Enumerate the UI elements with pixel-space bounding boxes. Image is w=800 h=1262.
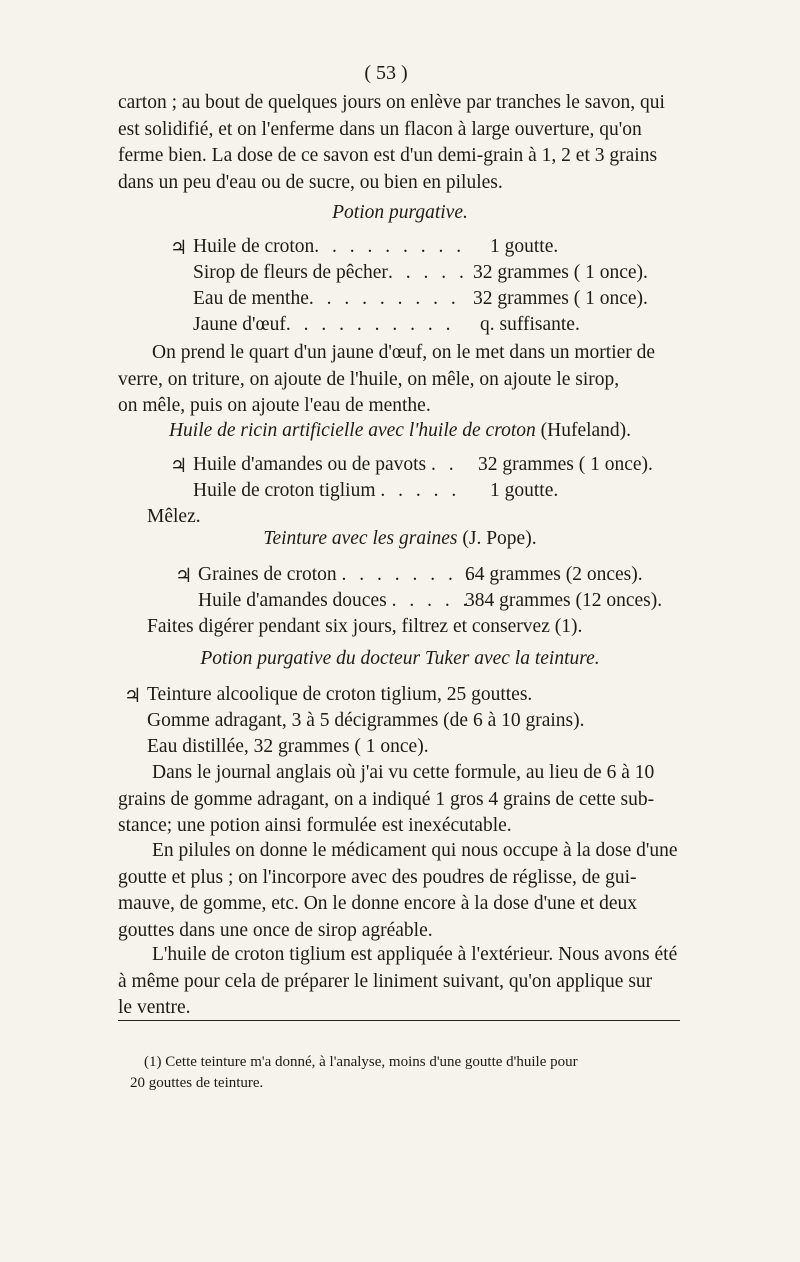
paragraph-line: grains de gomme adragant, on a indiqué 1 gros 4 grains de cette sub- xyxy=(118,788,655,810)
recipe3-author: (J. Pope). xyxy=(462,528,537,549)
paragraph-line: En pilules on donne le médicament qui nous occupe à la dose d'une xyxy=(152,840,678,861)
recipe3-row-1 xyxy=(198,564,475,586)
leader-dots: . . . . . . . . . xyxy=(314,236,466,257)
paragraph-line: mauve, de gomme, etc. On le donne encore à la dose d'une et deux xyxy=(118,893,637,914)
ingredient-quantity: 64 grammes (2 onces). xyxy=(465,564,643,585)
liniment-paragraph xyxy=(118,942,678,1022)
leader-dots: . . . . . xyxy=(387,262,468,283)
ingredient-name: Jaune d'œuf xyxy=(193,314,286,335)
note-line: on mêle, puis on ajoute l'eau de menthe. xyxy=(118,395,431,416)
ingredient-name: Huile de croton tiglium xyxy=(193,480,376,501)
footnote xyxy=(130,1052,690,1094)
recipe2-author: (Hufeland). xyxy=(540,420,632,441)
recipe2-instruction: Mêlez. xyxy=(147,506,201,527)
leader-dots: . . . . . . . . xyxy=(341,564,475,585)
intro-line: ferme bien. La dose de ce savon est d'un demi-grain à 1, 2 et 3 grains xyxy=(118,145,658,166)
leader-dots: . . . . . . . . . xyxy=(308,288,460,309)
recipe1-row-2 xyxy=(193,262,468,284)
footnote-line: 20 gouttes de teinture. xyxy=(130,1075,264,1091)
leader-dots: . . xyxy=(431,454,458,475)
ingredient-name: Huile d'amandes ou de pavots xyxy=(193,454,427,475)
recipe1-title: Potion purgative. xyxy=(332,202,468,223)
paragraph-line: stance; une potion ainsi formulée est inexécutable. xyxy=(118,815,512,836)
ingredient-quantity: 32 grammes ( 1 once). xyxy=(473,262,648,283)
recipe1-row-3 xyxy=(193,288,460,310)
ingredient-quantity: 1 goutte. xyxy=(490,480,559,501)
ingredient-quantity: 32 grammes ( 1 once). xyxy=(478,454,653,475)
leader-dots: . . . . . xyxy=(380,480,461,501)
ingredient-name: Sirop de fleurs de pêcher xyxy=(193,262,388,283)
recipe3-row-2 xyxy=(198,590,471,612)
intro-line: dans un peu d'eau ou de sucre, ou bien en pilules. xyxy=(118,171,503,193)
page-number: ( 53 ) xyxy=(364,62,408,84)
intro-line: est solidifié, et on l'enferme dans un flacon à large ouverture, qu'on xyxy=(118,118,642,140)
ingredient-name: Huile d'amandes douces xyxy=(198,590,387,611)
intro-line: carton ; au bout de quelques jours on enlève par tranches le savon, qui xyxy=(118,92,665,113)
rx-symbol-icon: ♃ xyxy=(170,238,188,259)
leader-dots: . . . . . xyxy=(391,590,472,611)
journal-paragraph xyxy=(118,760,678,840)
paragraph-line: gouttes dans une once de sirop agréable. xyxy=(118,919,433,941)
ingredient-name: Huile de croton xyxy=(193,236,315,257)
rx-symbol-icon: ♃ xyxy=(124,686,142,707)
footnote-line: (1) Cette teinture m'a donné, à l'analyse, moins d'une goutte d'huile pour xyxy=(144,1054,578,1070)
recipe2-row-1 xyxy=(193,454,458,476)
recipe3-title xyxy=(110,528,690,550)
rx-symbol-icon: ♃ xyxy=(170,456,188,477)
recipe3-instruction: Faites digérer pendant six jours, filtrez et conservez (1). xyxy=(147,616,583,637)
recipe4-line: Eau distillée, 32 grammes ( 1 once). xyxy=(147,736,429,757)
recipe1-note xyxy=(118,340,678,420)
recipe3-title-text: Teinture avec les graines xyxy=(263,528,458,549)
ingredient-quantity: 1 goutte. xyxy=(490,236,559,257)
recipe2-title xyxy=(110,420,690,442)
recipe1-row-4 xyxy=(193,314,455,336)
ingredient-name: Graines de croton xyxy=(198,564,337,585)
paragraph-line: le ventre. xyxy=(118,997,191,1018)
ingredient-name: Eau de menthe xyxy=(193,288,309,309)
paragraph-line: goutte et plus ; on l'incorpore avec des poudres de réglisse, de gui- xyxy=(118,866,637,888)
recipe1-row-1 xyxy=(193,236,465,258)
ingredient-quantity: 384 grammes (12 onces). xyxy=(465,590,663,611)
footnote-divider xyxy=(118,1020,680,1021)
pilules-paragraph xyxy=(118,838,678,944)
recipe4-title: Potion purgative du docteur Tuker avec la teinture. xyxy=(200,648,600,669)
ingredient-quantity: 32 grammes ( 1 once). xyxy=(473,288,648,309)
paragraph-line: à même pour cela de préparer le liniment suivant, qu'on applique sur xyxy=(118,970,653,992)
ingredient-quantity: q. suffisante. xyxy=(480,314,580,335)
note-line: verre, on triture, on ajoute de l'huile, on mêle, on ajoute le sirop, xyxy=(118,368,620,390)
paragraph-line: L'huile de croton tiglium est appliquée à l'extérieur. Nous avons été xyxy=(152,944,678,965)
recipe4-line: Teinture alcoolique de croton tiglium, 25 gouttes. xyxy=(147,684,533,705)
intro-paragraph xyxy=(118,90,678,196)
recipe2-title-text: Huile de ricin artificielle avec l'huile de croton xyxy=(168,420,536,441)
recipe4-line: Gomme adragant, 3 à 5 décigrammes (de 6 à 10 grains). xyxy=(147,710,585,731)
leader-dots: . . . . . . . . . . xyxy=(285,314,455,335)
rx-symbol-icon: ♃ xyxy=(175,566,193,587)
recipe2-row-2 xyxy=(193,480,460,502)
note-line: On prend le quart d'un jaune d'œuf, on le met dans un mortier de xyxy=(152,342,656,363)
paragraph-line: Dans le journal anglais où j'ai vu cette formule, au lieu de 6 à 10 xyxy=(152,762,655,783)
